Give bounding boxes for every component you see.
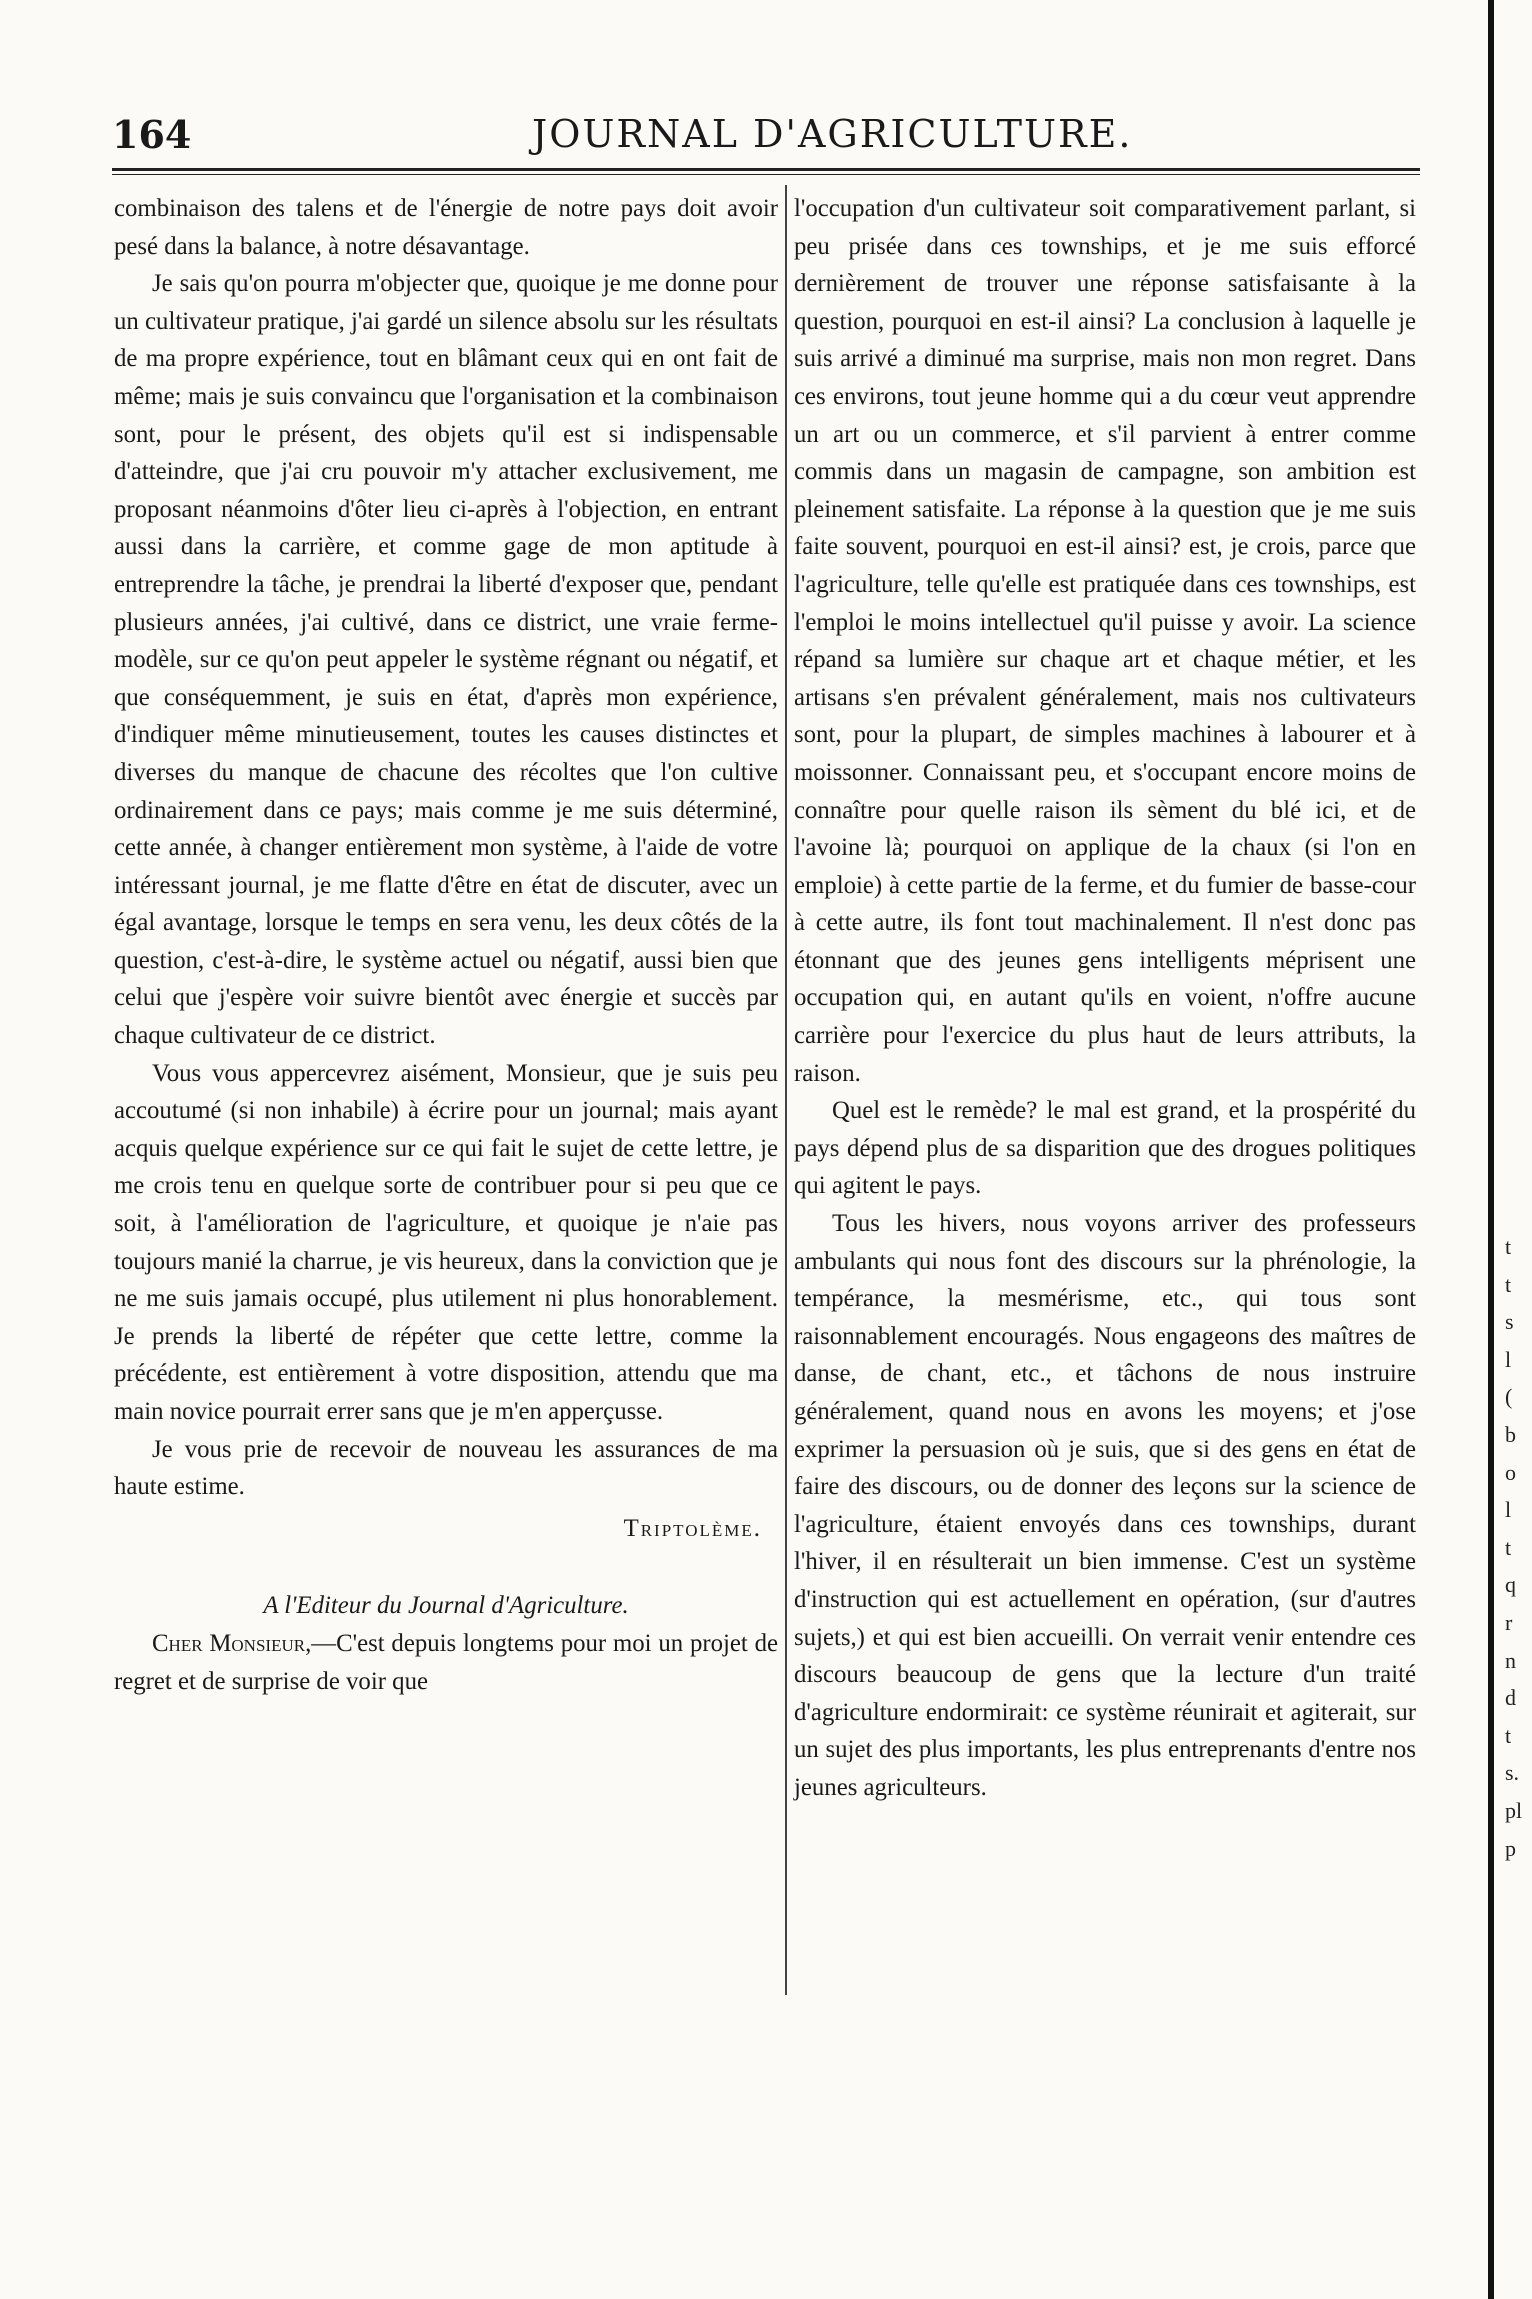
left-column bbox=[114, 190, 778, 1700]
margin-fragment: s bbox=[1505, 1309, 1514, 1335]
header-rule-thin bbox=[112, 174, 1420, 175]
signature: Triptolème. bbox=[623, 1514, 762, 1542]
margin-fragment: s. bbox=[1505, 1760, 1520, 1786]
margin-fragment: l bbox=[1505, 1497, 1512, 1523]
left-paragraph-3: Vous vous appercevrez aisément, Monsieur, que je suis peu accoutumé (si non inhabile) à écrire pour un journal; mais ayant acquis quelque expérience sur ce qui fait le sujet de cette lettre, je me crois tenu en quelque sorte de contribuer pour si peu que ce soit, à l'amélioration de l'agriculture, et quoique je n'aie pas toujours manié la charrue, je vis heureux, dans la conviction que je ne me suis jamais occupé, plus utilement ni plus honorablement. Je prends la liberté de répéter que cette lettre, comme la précédente, est entièrement à votre disposition, attendu que ma main novice pourrait errer sans que je m'en apperçusse. bbox=[114, 1059, 778, 1425]
margin-fragment: d bbox=[1505, 1685, 1516, 1711]
facing-page-fragments bbox=[1505, 1228, 1529, 1867]
running-title: JOURNAL D'AGRICULTURE. bbox=[532, 112, 1133, 156]
margin-fragment: q bbox=[1505, 1572, 1516, 1598]
left-paragraph-1: combinaison des talens et de l'énergie de notre pays doit avoir pesé dans la balance, à notre désavantage. bbox=[114, 195, 778, 260]
margin-fragment: t bbox=[1505, 1271, 1512, 1297]
right-paragraph-1: l'occupation d'un cultivateur soit comparativement parlant, si peu prisée dans ces townships, et je me suis efforcé dernièrement de trouver une réponse satisfaisante à la question, pourquoi en est-il ainsi? La conclusion à laquelle je suis arrivé a diminué ma surprise, mais non mon regret. Dans ces environs, tout jeune homme qui a du cœur veut apprendre un art ou un commerce, et s'il parvient à entrer comme commis dans un magasin de campagne, son ambition est pleinement satisfaite. La réponse à la question que je me suis faite souvent, pourquoi en est-il ainsi? est, je crois, parce que l'agriculture, telle qu'elle est pratiquée dans ces townships, est l'emploi le moins intellectuel qu'il puisse y avoir. La science répand sa lumière sur chaque art et chaque métier, et les artisans s'en prévalent généralement, mais nos cultivateurs sont, pour la plupart, de simples machines à labourer et à moissonner. Connaissant peu, et s'occupant encore moins de connaître pour quelle raison ils sèment du blé ici, et de l'avoine là; pourquoi on applique de la chaux (si l'on en emploie) à cette partie de la ferme, et du fumier de basse-cour à cette autre, ils font tout machinalement. Il n'est donc pas étonnant que des jeunes gens intelligents méprisent une occupation qui, en autant qu'ils en voient, n'offre aucune carrière pour l'exercice du plus haut de leurs attributs, la raison. bbox=[794, 195, 1416, 1087]
right-paragraph-3: Tous les hivers, nous voyons arriver des professeurs ambulants qui nous font des discours sur la phrénologie, la tempérance, la mesmérisme, etc., qui tous sont raisonnablement encouragés. Nous engageons des maîtres de danse, de chant, etc., et tâchons de nous instruire généralement, quand nous en avons les moyens; et j'ose exprimer la persuasion où je suis, que si des gens en état de faire des discours, ou de donner des leçons sur la science de l'agriculture, étaient envoyés dans ces townships, durant l'hiver, il en résulterait un bien immense. C'est un système d'instruction qui est actuellement en opération, (sur d'autres sujets,) et qui est bien accueilli. On verrait venir entendre ces discours beaucoup de gens que la lecture d'un traité d'agriculture endormirait: ce système réunirait et agiterait, sur un sujet des plus importants, les plus entreprenants d'entre nos jeunes agriculteurs. bbox=[794, 1210, 1416, 1801]
salutation: Cher Monsieur, bbox=[152, 1629, 312, 1657]
margin-fragment: l bbox=[1505, 1346, 1512, 1372]
margin-fragment: o bbox=[1505, 1459, 1516, 1485]
margin-fragment: r bbox=[1505, 1609, 1513, 1635]
header-rule bbox=[112, 168, 1420, 171]
margin-fragment: b bbox=[1505, 1421, 1516, 1447]
page-number: 164 bbox=[112, 112, 192, 157]
page-header bbox=[112, 112, 1414, 162]
letter-heading: A l'Editeur du Journal d'Agriculture. bbox=[263, 1592, 629, 1620]
left-paragraph-2: Je sais qu'on pourra m'objecter que, quoique je me donne pour un cultivateur pratique, j'ai gardé un silence absolu sur les résultats de ma propre expérience, tout en blâmant ceux qui en ont fait de même; mais je suis convaincu que l'organisation et la combinaison sont, pour le présent, des objets qu'il est si indispensable d'atteindre, que j'ai cru pouvoir m'y attacher exclusivement, me proposant néanmoins d'ôter lieu ci-après à l'objection, en entrant aussi dans la carrière, et comme gage de mon aptitude à entreprendre la tâche, je prendrai la liberté d'exposer que, pendant plusieurs années, j'ai cultivé, dans ce district, une vraie ferme-modèle, sur ce qu'on peut appeler le système régnant ou négatif, et que conséquemment, je suis en état, d'après mon expérience, d'indiquer même minutieusement, toutes les causes distinctes et diverses du manque de chacune des récoltes que l'on cultive ordinairement dans ce pays; mais comme je me suis déterminé, cette année, à changer entièrement mon système, à l'aide de votre intéressant journal, je me flatte d'être en état de discuter, avec un égal avantage, lorsque le temps en sera venu, les deux côtés de la question, c'est-à-dire, le système actuel ou négatif, aussi bien que celui que j'espère voir suivre bientôt avec énergie et succès par chaque cultivateur de ce district. bbox=[114, 270, 778, 1050]
margin-fragment: pl bbox=[1505, 1797, 1523, 1823]
column-divider bbox=[785, 185, 787, 1995]
left-paragraph-4: Je vous prie de recevoir de nouveau les assurances de ma haute estime. bbox=[114, 1435, 778, 1501]
facing-page-edge bbox=[1488, 0, 1494, 2299]
margin-fragment: n bbox=[1505, 1647, 1516, 1673]
margin-fragment: p bbox=[1505, 1835, 1516, 1861]
left-paragraph-5: —C'est depuis longtems pour moi un projet de regret et de surprise de voir que bbox=[114, 1629, 778, 1695]
letter-opening bbox=[114, 1625, 778, 1700]
margin-fragment: t bbox=[1505, 1534, 1512, 1560]
margin-fragment: t bbox=[1505, 1234, 1512, 1259]
right-paragraph-2: Quel est le remède? le mal est grand, et la prospérité du pays dépend plus de sa disparition que des drogues politiques qui agitent le pays. bbox=[794, 1097, 1416, 1200]
margin-fragment: ( bbox=[1505, 1384, 1513, 1410]
margin-fragment: t bbox=[1505, 1722, 1512, 1748]
right-column bbox=[794, 190, 1416, 1807]
